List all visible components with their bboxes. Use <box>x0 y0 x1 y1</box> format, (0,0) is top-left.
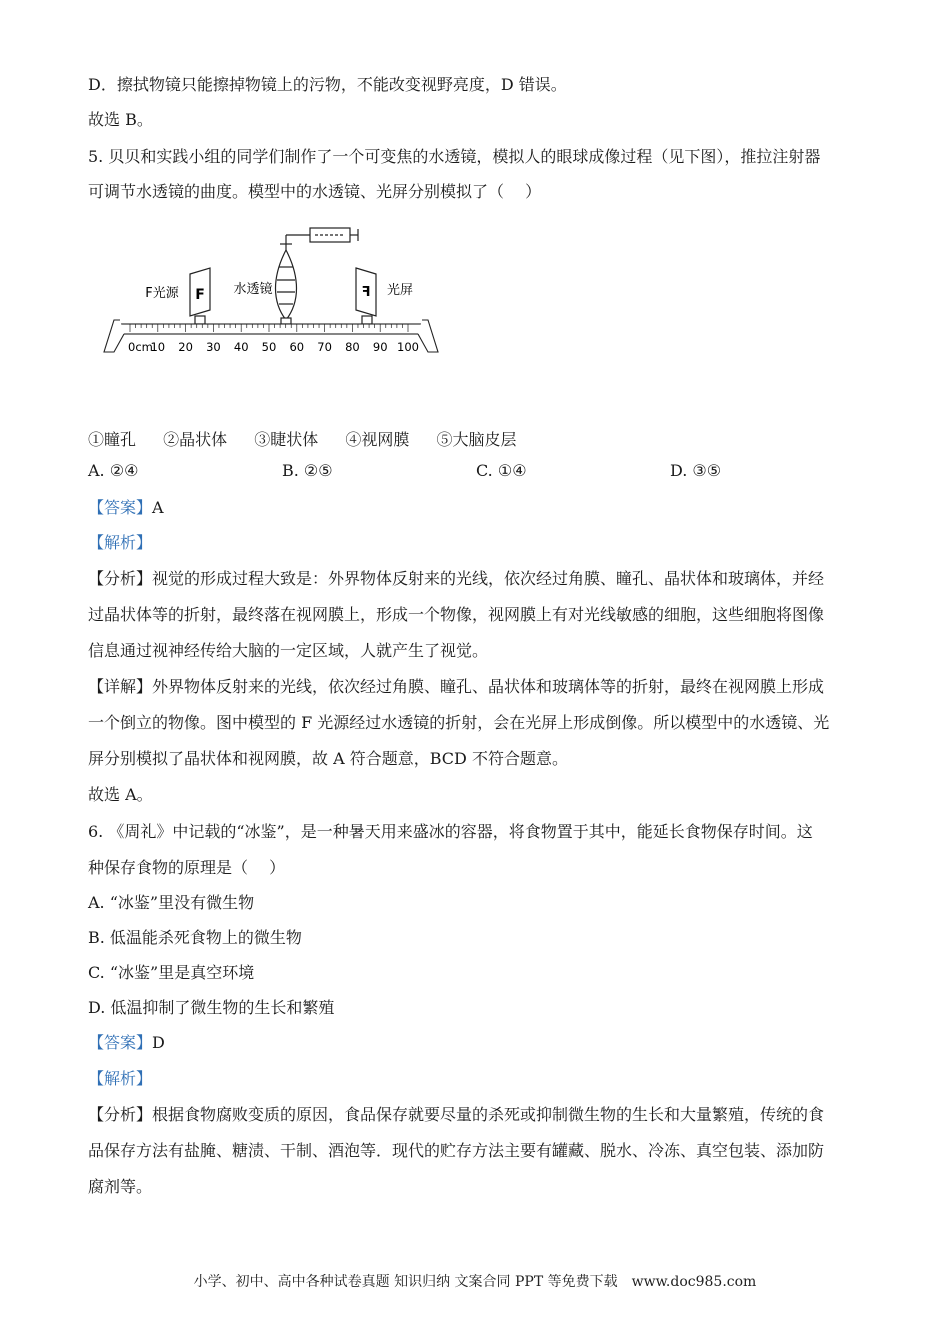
light-source-letter: F <box>195 287 205 303</box>
answer-tag: 【答案】 <box>88 1033 153 1052</box>
choice-items <box>88 427 538 450</box>
choice-item: ④视网膜 <box>345 430 410 449</box>
ruler-tick-label: 70 <box>317 340 332 354</box>
footer-link[interactable]: www.doc985.com <box>631 1274 757 1290</box>
analysis-text: 根据食物腐败变质的原因，食品保存就要尽量的杀死或抑制微生物的生长和大量繁殖，传统的食 <box>152 1105 825 1124</box>
option-b: B. 低温能杀死食物上的微生物 <box>88 928 302 947</box>
analysis-line <box>88 1104 824 1126</box>
ruler-tick-label: 10 <box>150 340 166 354</box>
detail-text: 故选 A。 <box>88 785 153 804</box>
detail-line <box>88 676 824 698</box>
analysis-text: 信息通过视神经传给大脑的一定区域，人就产生了视觉。 <box>88 641 489 660</box>
ruler-labels <box>128 340 419 354</box>
answer-line <box>88 1032 165 1054</box>
option-d: D. ③⑤ <box>670 461 722 480</box>
option-a: A. “冰鉴”里没有微生物 <box>88 893 255 912</box>
analysis-text: 品保存方法有盐腌、糖渍、干制、酒泡等．现代的贮存方法主要有罐藏、脱水、冷冻、真空包装、添加防 <box>88 1141 825 1160</box>
answer-tag: 【答案】 <box>88 498 153 517</box>
water-lens-icon <box>276 250 297 324</box>
analysis-line <box>88 568 824 590</box>
option-a: A. ②④ <box>88 461 139 480</box>
choice-item: ②晶状体 <box>163 430 228 449</box>
analysis-tag: 【分析】 <box>88 1105 153 1124</box>
answer-value: A <box>152 498 164 517</box>
detail-text: 外界物体反射来的光线，依次经过角膜、瞳孔、晶状体和玻璃体等的折射，最终在视网膜上形成 <box>152 677 825 696</box>
choice-item: ③睫状体 <box>254 430 319 449</box>
analysis-text: 过晶状体等的折射，最终落在视网膜上，形成一个物像，视网膜上有对光线敏感的细胞，这些细胞将图像 <box>88 605 825 624</box>
detail-text: 屏分别模拟了晶状体和视网膜，故 A 符合题意，BCD 不符合题意。 <box>88 749 568 768</box>
ruler-tick-label: 60 <box>289 340 305 354</box>
analysis-text: 腐剂等。 <box>88 1177 153 1196</box>
lens-label: 水透镜 <box>233 282 273 297</box>
ruler-tick-label: 100 <box>397 340 419 354</box>
option-b: B. ②⑤ <box>282 461 333 480</box>
ruler-tick-label: 30 <box>206 340 221 354</box>
question-5-stem: 5. 贝贝和实践小组的同学们制作了一个可变焦的水透镜，模拟人的眼球成像过程（见下图），推拉注射器 <box>88 147 821 166</box>
light-source-label: F光源 <box>145 286 179 301</box>
choice-item: ①瞳孔 <box>88 430 137 449</box>
question-5-options <box>88 461 868 485</box>
jiexi-tag: 【解析】 <box>88 1069 153 1088</box>
screen-image-letter: F <box>361 285 371 300</box>
text-line: D．擦拭物镜只能擦掉物镜上的污物，不能改变视野亮度，D 错误。 <box>88 75 567 94</box>
analysis-tag: 【分析】 <box>88 569 153 588</box>
analysis-text: 视觉的形成过程大致是：外界物体反射来的光线，依次经过角膜、瞳孔、晶状体和玻璃体，并经 <box>152 569 825 588</box>
footer-text: 小学、初中、高中各种试卷真题 知识归纳 文案合同 PPT 等免费下载 <box>193 1274 618 1290</box>
screen-label: 光屏 <box>386 283 414 298</box>
ruler-tick-label: 50 <box>261 340 277 354</box>
question-5-stem: 可调节水透镜的曲度。模型中的水透镜、光屏分别模拟了（ ） <box>88 182 542 201</box>
text-line: 故选 B。 <box>88 110 153 129</box>
ruler-tick-label: 80 <box>345 340 360 354</box>
ruler-tick-label: 20 <box>178 340 193 354</box>
jiexi-tag: 【解析】 <box>88 533 153 552</box>
detail-tag: 【详解】 <box>88 677 153 696</box>
option-c: C. “冰鉴”里是真空环境 <box>88 963 255 982</box>
detail-text: 一个倒立的物像。图中模型的 F 光源经过水透镜的折射，会在光屏上形成倒像。所以模型中的水透镜、光 <box>88 713 830 732</box>
question-6-stem: 种保存食物的原理是（ ） <box>88 858 286 877</box>
ruler-tick-label: 90 <box>372 340 388 354</box>
option-d: D. 低温抑制了微生物的生长和繁殖 <box>88 998 335 1017</box>
choice-item: ⑤大脑皮层 <box>436 430 517 449</box>
water-lens-figure <box>100 222 445 362</box>
ruler-tick-label: 0cm <box>128 340 153 354</box>
option-c: C. ①④ <box>476 461 527 480</box>
answer-line <box>88 497 164 519</box>
answer-value: D <box>152 1033 165 1052</box>
ruler-tick-label: 40 <box>233 340 249 354</box>
question-6-stem: 6. 《周礼》中记载的“冰鉴”，是一种暑天用来盛冰的容器，将食物置于其中，能延长食物保存时间。这 <box>88 822 813 841</box>
page-footer <box>0 1271 950 1291</box>
syringe-icon <box>280 228 358 250</box>
